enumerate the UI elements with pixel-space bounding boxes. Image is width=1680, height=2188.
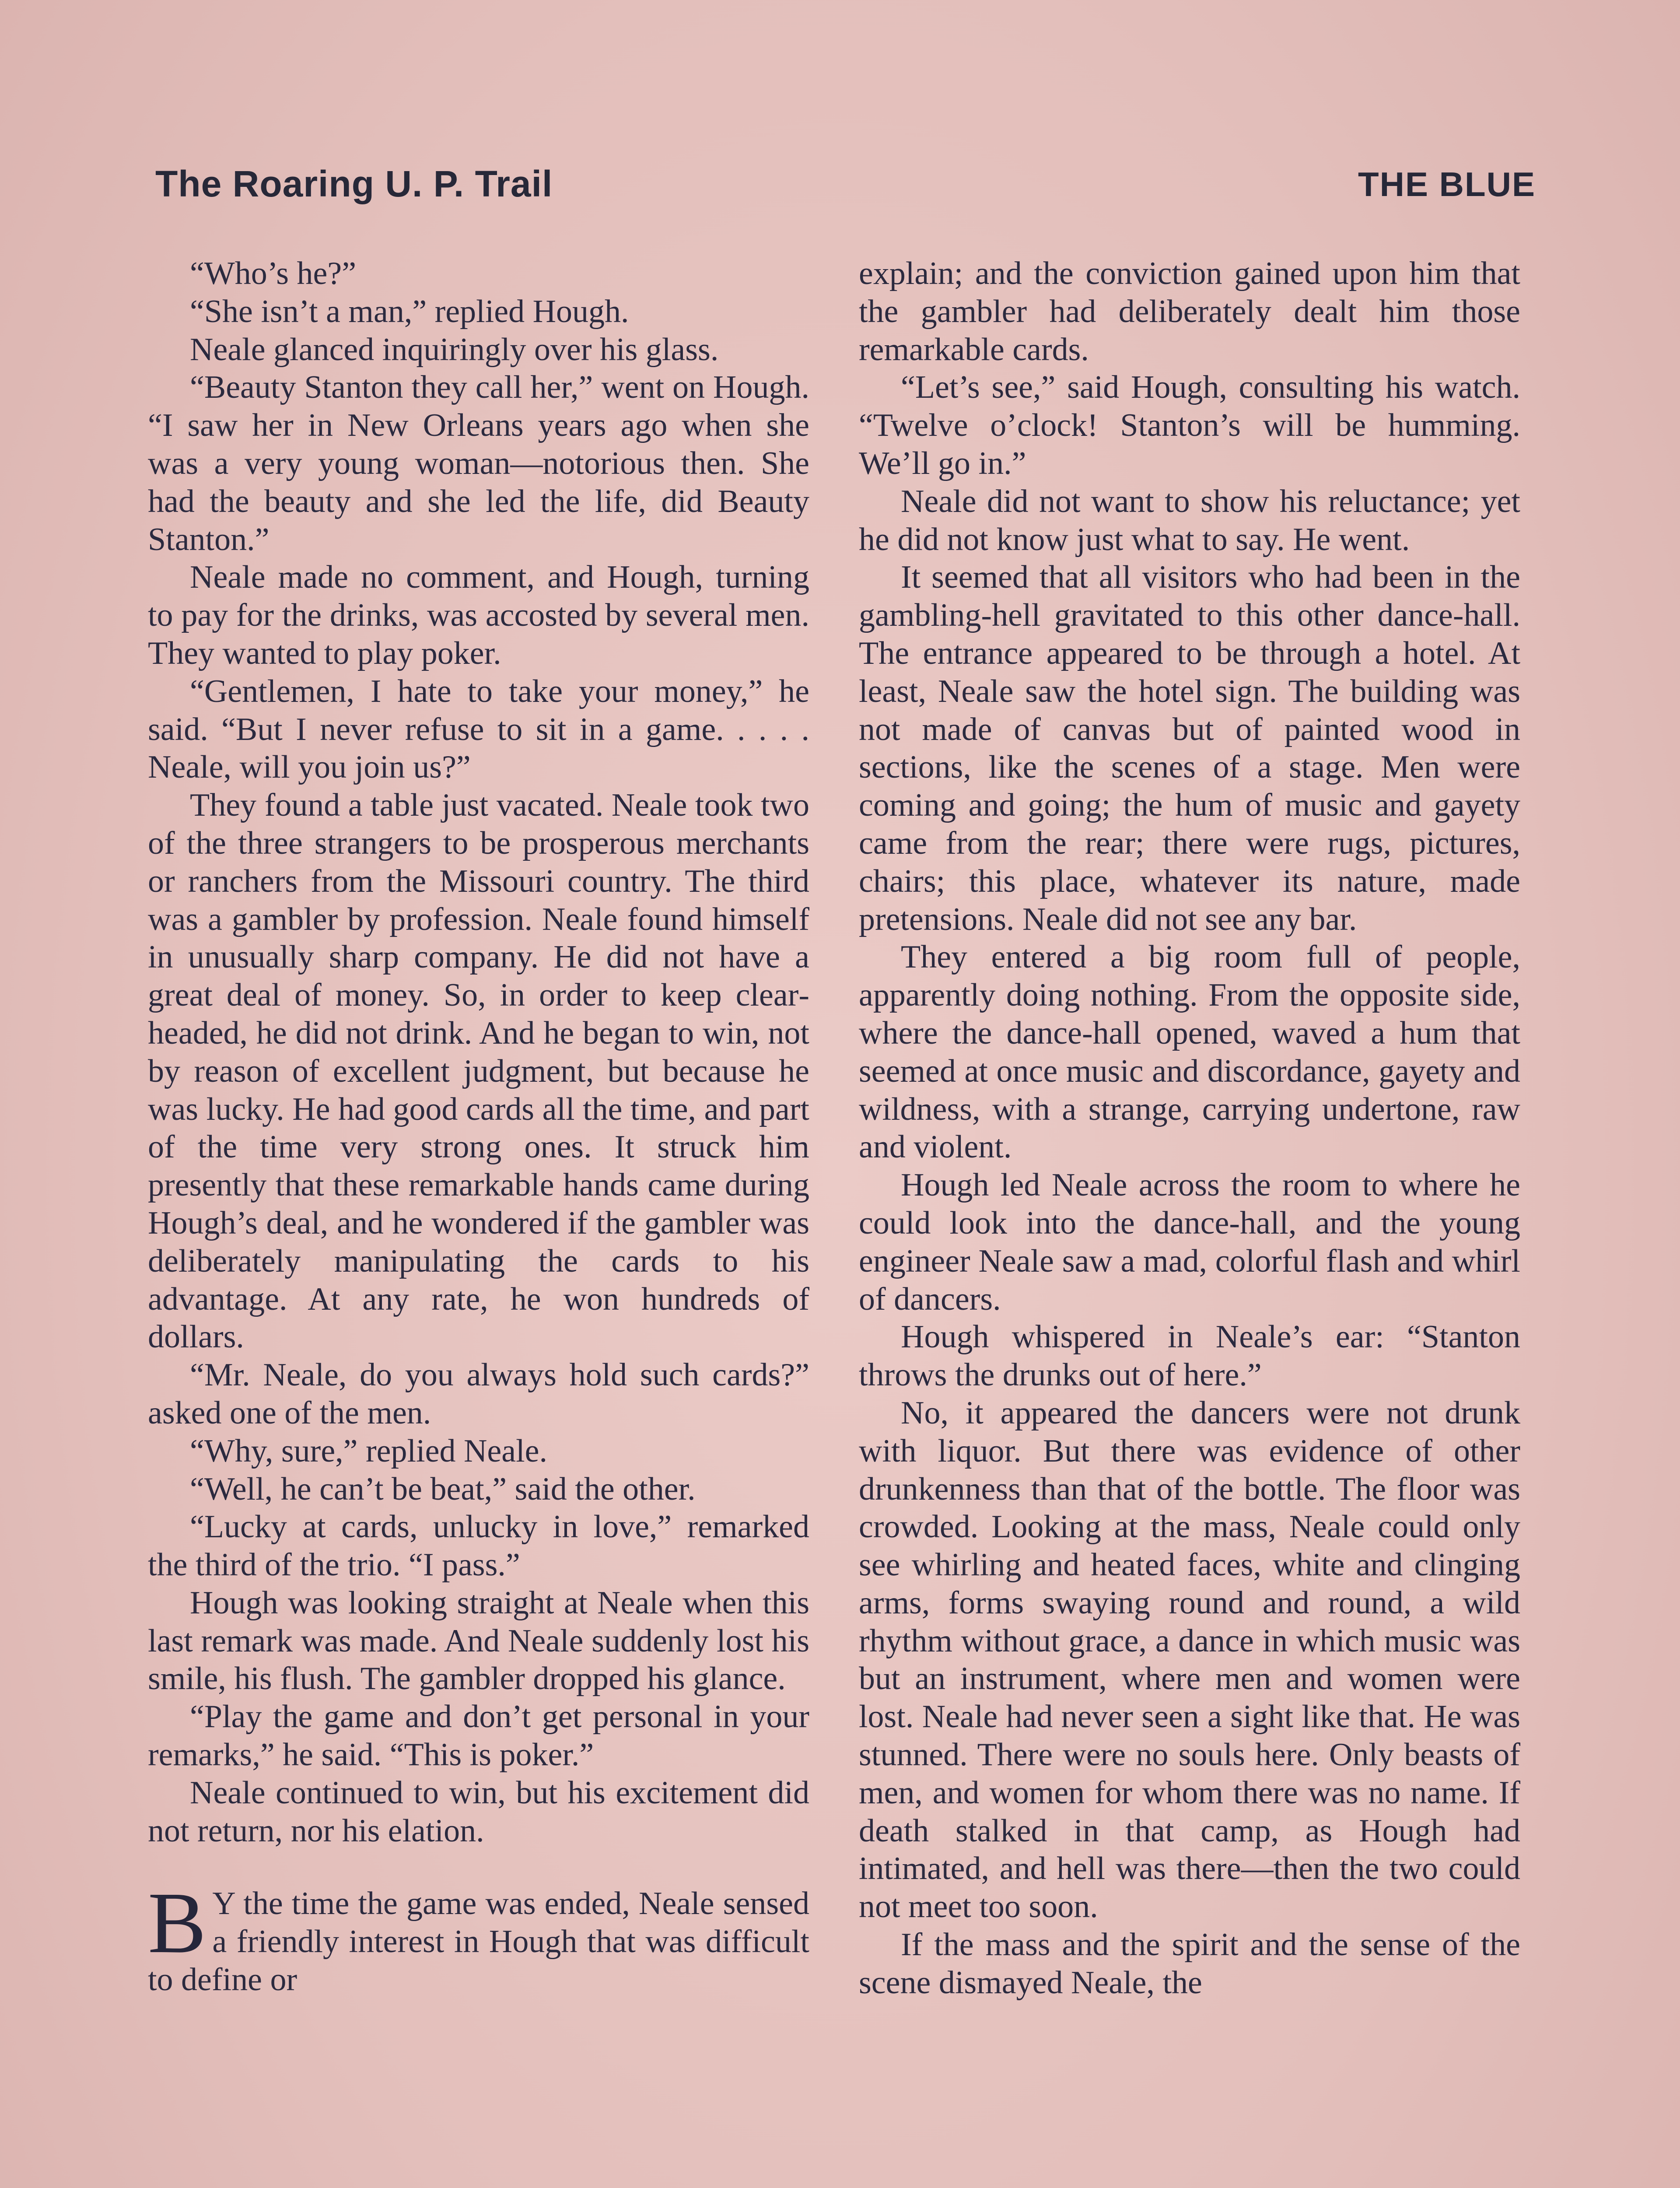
running-head-magazine: THE BLUE — [1358, 165, 1536, 203]
paragraph: It seemed that all visitors who had been in the gambling-hell gravitated to this other dance-hall. The entrance appeared to be through a hotel. At least, Neale saw the hotel sign. The building was not made of canvas but of painted wood in sections, like the scenes of a stage. Men were coming and going; the hum of music and gayety came from the rear; there were rugs, pictures, chairs; this place, whatever its nature, made pretensions. Neale did not see any bar. — [859, 559, 1520, 937]
paragraph: “Gentlemen, I hate to take your money,” he said. “But I never refuse to sit in a game. . . . . Neale, will you join us?” — [148, 673, 809, 785]
right-text-column — [859, 255, 1520, 2002]
paragraph: explain; and the conviction gained upon him that the gambler had deliberately dealt him those remarkable cards. — [859, 256, 1520, 368]
paragraph: They entered a big room full of people, apparently doing nothing. From the opposite side, where the dance-hall opened, waved a hum that seemed at once music and discordance, gayety and wildness, with a strange, carrying undertone, raw and violent. — [859, 939, 1520, 1165]
paragraph: “Why, sure,” replied Neale. — [190, 1433, 547, 1469]
paragraph: “Lucky at cards, unlucky in love,” remarked the third of the trio. “I pass.” — [148, 1509, 809, 1583]
drop-cap-paragraph — [148, 1875, 809, 1999]
paragraph: “Who’s he?” — [190, 256, 357, 291]
paragraph: Neale made no comment, and Hough, turning to pay for the drinks, was accosted by several men. They wanted to play poker. — [148, 559, 809, 671]
paragraph: If the mass and the spirit and the sense of the scene dismayed Neale, the — [859, 1927, 1520, 2001]
drop-cap-text: Y the time the game was ended, Neale sensed a friendly interest in Hough that was difficult to define or — [148, 1886, 809, 1998]
paragraph: Neale glanced inquiringly over his glass. — [190, 331, 719, 368]
paragraph: Hough led Neale across the room to where he could look into the dance-hall, and the young engineer Neale saw a mad, colorful flash and whirl of dancers. — [859, 1167, 1520, 1317]
drop-cap-initial: B — [148, 1875, 206, 1972]
paragraph: “Let’s see,” said Hough, consulting his watch. “Twelve o’clock! Stanton’s will be humming. We’ll go in.” — [859, 369, 1520, 481]
paragraph: “Well, he can’t be beat,” said the other. — [190, 1471, 696, 1507]
left-text-column — [148, 255, 809, 1999]
paragraph: “She isn’t a man,” replied Hough. — [190, 293, 629, 330]
paragraph: Neale continued to win, but his excitement did not return, nor his elation. — [148, 1774, 809, 1849]
paragraph: They found a table just vacated. Neale took two of the three strangers to be prosperous merchants or ranchers from the Missouri country. The third was a gambler by profession. Neale found himself in unusually sharp company. He did not have a great deal of money. So, in order to keep clearheaded, he did not drink. And he began to win, not by reason of excellent judgment, but because he was lucky. He had good cards all the time, and part of the time very strong ones. It struck him presently that these remarkable hands came during Hough’s deal, and he wondered if the gambler was deliberately manipulating the cards to his advantage. At any rate, he won hundreds of dollars. — [148, 787, 809, 1355]
paragraph: “Mr. Neale, do you always hold such cards?” asked one of the men. — [148, 1357, 809, 1431]
paragraph: “Beauty Stanton they call her,” went on Hough. “I saw her in New Orleans years ago when she was a very young woman—notorious then. She had the beauty and she led the life, did Beauty Stanton.” — [148, 369, 809, 558]
paragraph: Hough whispered in Neale’s ear: “Stanton throws the drunks out of here.” — [859, 1319, 1520, 1393]
paragraph: Hough was looking straight at Neale when this last remark was made. And Neale suddenly lost his smile, his flush. The gambler dropped his glance. — [148, 1585, 809, 1697]
paragraph: Neale did not want to show his reluctance; yet he did not know just what to say. He went. — [859, 483, 1520, 558]
paragraph: No, it appeared the dancers were not drunk with liquor. But there was evidence of other drunkenness than that of the bottle. The floor was crowded. Looking at the mass, Neale could only see whirling and heated faces, white and clinging arms, forms swaying round and round, a wild rhythm without grace, a dance in which music was but an instrument, where men and women were lost. Neale had never seen a sight like that. He was stunned. There were no souls here. Only beasts of men, and women for whom there was no name. If death stalked in that camp, as Hough had intimated, and hell was there—then the two could not meet too soon. — [859, 1395, 1520, 1925]
running-head-title: The Roaring U. P. Trail — [155, 163, 553, 204]
paragraph: “Play the game and don’t get personal in your remarks,” he said. “This is poker.” — [148, 1699, 809, 1773]
